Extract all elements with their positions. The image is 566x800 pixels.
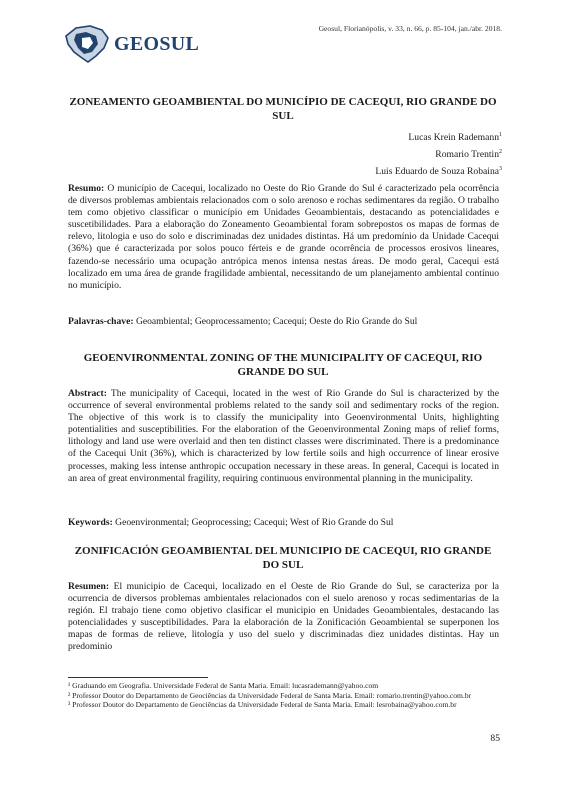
rio-grande-do-sul-map-icon xyxy=(62,22,112,66)
page-number: 85 xyxy=(490,733,500,744)
resumen-paragraph xyxy=(68,581,499,654)
abstract-label: Abstract: xyxy=(68,388,107,399)
footnotes xyxy=(68,681,499,710)
resumo-paragraph xyxy=(68,183,499,292)
palavras-chave-label: Palavras-chave: xyxy=(68,316,134,327)
palavras-chave-text: Geoambiental; Geoprocessamento; Cacequi; Oeste do Rio Grande do Sul xyxy=(133,316,418,327)
keywords xyxy=(68,517,499,529)
title-portuguese: ZONEAMENTO GEOAMBIENTAL DO MUNICÍPIO DE CACEQUI, RIO GRANDE DO SUL xyxy=(69,96,497,122)
palavras-chave xyxy=(68,316,499,328)
footnote: ² Professor Doutor do Departamento de Geociências da Universidade Federal de Santa Maria. Email: romario.trentin@yahoo.com.br xyxy=(68,690,472,700)
author: Luis Eduardo de Souza Robaina$^3$ xyxy=(375,166,502,178)
abstract-paragraph xyxy=(68,388,499,485)
logo-wordmark: GEOSUL xyxy=(114,33,200,55)
resumo-text: O município de Cacequi, localizado no Oeste do Rio Grande do Sul é caracterizado pela ocorrência de diversos problemas ambientais relacionados com o solo arenoso e rochas sedimentares da região. O trabalho tem como objetivo classificar o município em Unidades Geoambientais, destacando as potencialidades e suscetibilidades. Para a elaboração do Zoneamento Geoambiental foram sobrepostos os mapas de formas de relevo, litologia e uso do solo e discriminadas dez unidades distintas. Há um predomínio da Unidade Cacequi (36%) que é caracterizada por solos pouco férteis e de grande ocorrência de processos erosivos lineares, fazendo-se necessário uma ocupação antrópica menos intensa nestas áreas. De modo geral, Cacequi está localizado em uma área de grande fragilidade ambiental, necessitando de um planejamento ambiental contínuo no município. xyxy=(68,183,499,291)
title-spanish: ZONIFICACIÓN GEOAMBIENTAL DEL MUNICIPIO DE CACEQUI, RIO GRANDE DO SUL xyxy=(74,545,492,571)
footnote: ¹ Graduando em Geografia. Universidade Federal de Santa Maria. Email: lucasrademann@yahoo.com xyxy=(68,681,379,690)
author: Lucas Krein Rademann$^1$ xyxy=(408,132,502,144)
author-list xyxy=(375,128,502,180)
footnote-divider xyxy=(68,677,208,678)
keywords-label: Keywords: xyxy=(68,517,113,528)
title-english: GEOENVIRONMENTAL ZONING OF THE MUNICIPALITY OF CACEQUI, RIO GRANDE DO SUL xyxy=(83,352,483,378)
author: Romario Trentin$^2$ xyxy=(435,149,502,161)
keywords-text: Geoenvironmental; Geoprocessing; Cacequi; West of Rio Grande do Sul xyxy=(112,517,394,528)
resumen-label: Resumen: xyxy=(68,581,110,592)
footnote: ³ Professor Doutor do Departamento de Geociências da Universidade Federal de Santa Maria. Email: lesrobaina@yahoo.com.br xyxy=(68,700,457,710)
journal-citation: Geosul, Florianópolis, v. 33, n. 66, p. 85-104, jan./abr. 2018. xyxy=(318,24,502,33)
resumen-text: El municipio de Cacequi, localizado en el Oeste de Rio Grande do Sul, se caracteriza por la ocurrencia de diversos problemas ambientales relacionados con el suelo arenoso y rocas sedimentarias de la región. El trabajo tiene como objetivo clasificar el municipio en Unidades Geoambientales, destacando las potencialidades y susceptibilidades. Para la elaboración de la Zonificación Geoambiental se superponen los mapas de formas de relieve, litología y uso del suelo y discriminadas diez unidades distintas. Hay un predominio xyxy=(68,581,499,653)
resumo-label: Resumo: xyxy=(68,183,105,194)
abstract-text: The municipality of Cacequi, located in the west of Rio Grande do Sul is characterized by the occurrence of several environmental problems related to the sandy soil and sedimentary rocks of the region. The objective of this work is to classify the municipality into Geoenvironmental Units, highlighting potentialities and susceptibilities. For the elaboration of the Geoenvironmental Zoning maps of relief forms, lithology and land use were overlaid and then ten distinct classes were discriminated. There is a predominance of the Cacequi Unit (36%), which is characterized by low fertile soils and high occurrence of linear erosive processes, making less intense anthropic occupation necessary in these areas. In general, Cacequi is located in an area of great environmental fragility, requiring continuous environmental planning in the municipality. xyxy=(68,388,499,484)
journal-logo xyxy=(62,22,202,66)
